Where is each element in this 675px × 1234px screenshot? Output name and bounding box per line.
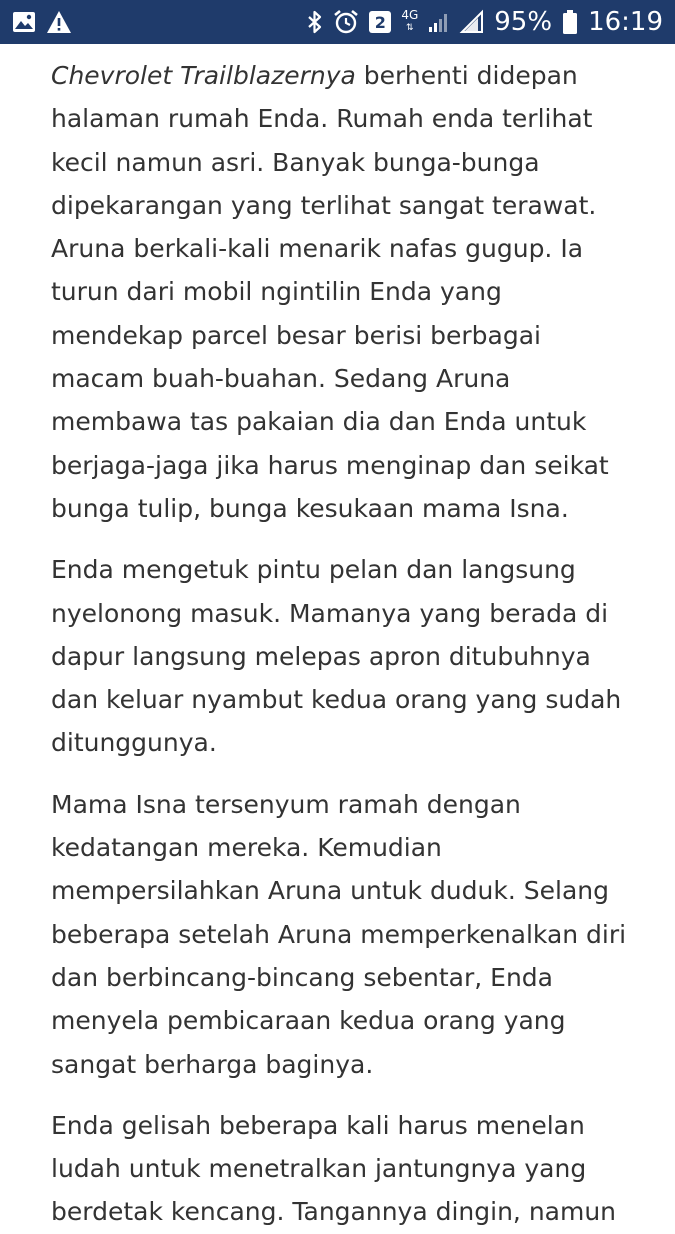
paragraph-1-text: berhenti didepan halaman rumah Enda. Rumah enda terlihat kecil namun asri. Banyak bunga-bunga dipekarangan yang terlihat sangat terawat. Aruna berkali-kali menarik nafas gugup. Ia turun dari mobil ngintilin Enda yang mendekap parcel besar berisi berbagai macam buah-buahan. Sedang Aruna membawa tas pakaian dia dan Enda untuk berjaga-jaga jika harus menginap dan seikat bunga tulip, bunga kesukaan mama Isna. [51, 61, 609, 523]
story-paragraph-4: Enda gelisah beberapa kali harus menelan ludah untuk menetralkan jantungnya yang berdetak kencang. Tangannya dingin, namun [51, 1110, 617, 1227]
clock-time: 16:19 [588, 7, 663, 37]
status-bar-left [12, 10, 72, 34]
car-name-italic: Chevrolet Trailblazernya [51, 61, 356, 90]
story-paragraph-3: Mama Isna tersenyum ramah dengan kedatangan mereka. Kemudian mempersilahkan Aruna untuk duduk. Selang beberapa setelah Aruna memperkenalkan diri dan berbincang-bincang sebentar, Enda menyela pembicaraan kedua orang yang sangat berharga baginya. [51, 789, 627, 1079]
status-bar-right [307, 7, 663, 37]
image-icon [12, 11, 36, 33]
signal-icon-secondary [428, 11, 450, 33]
signal-icon [460, 10, 484, 34]
story-reader[interactable] [0, 44, 675, 1227]
story-paragraph-1 [51, 54, 630, 530]
story-paragraph-2: Enda mengetuk pintu pelan dan langsung nyelonong masuk. Mamanya yang berada di dapur langsung melepas apron ditubuhnya dan keluar nyambut kedua orang yang sudah ditunggunya. [51, 555, 622, 758]
bluetooth-icon [307, 10, 323, 34]
network-type-label: 4G ⇅ [401, 8, 419, 33]
warning-icon [46, 10, 72, 34]
battery-percent: 95% [494, 7, 553, 37]
alarm-icon [333, 9, 359, 35]
notification-count-badge: 2 [369, 11, 391, 33]
battery-icon [562, 9, 578, 35]
status-bar [0, 0, 675, 44]
